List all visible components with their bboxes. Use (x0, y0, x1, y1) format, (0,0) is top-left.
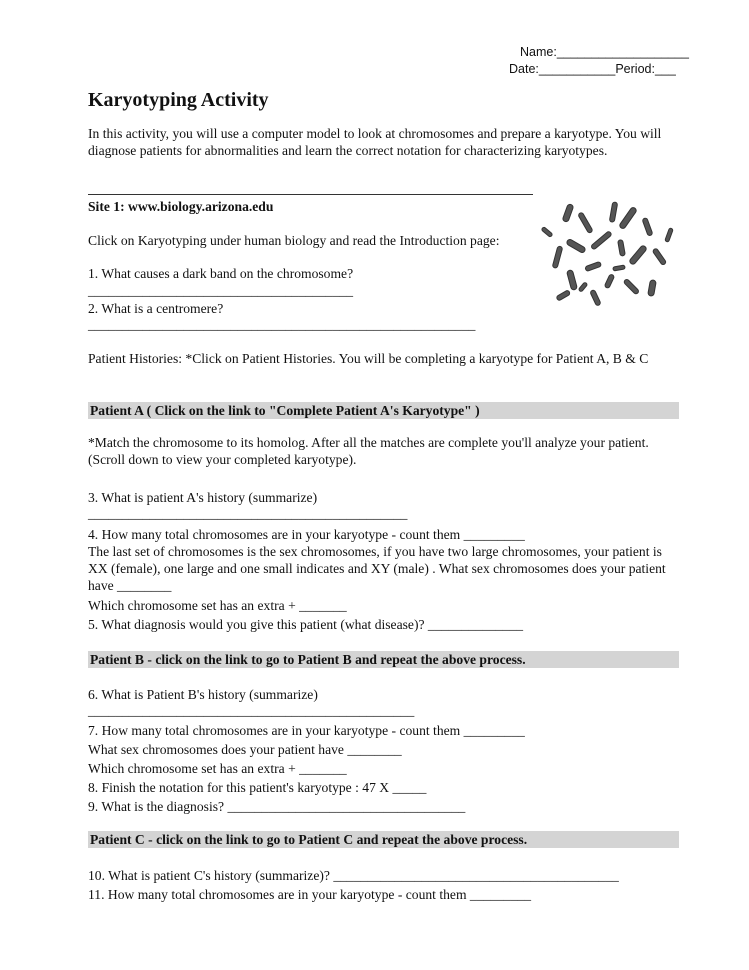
question-9: 9. What is the diagnosis? ___________________________________ (88, 799, 466, 814)
question-11: 11. How many total chromosomes are in your karyotype - count them _________ (88, 887, 532, 902)
question-7: 7. How many total chromosomes are in your karyotype - count them _________ (88, 723, 525, 738)
answer-line-1: _______________________________________ (88, 283, 354, 298)
question-8: 8. Finish the notation for this patient's karyotype : 47 X _____ (88, 780, 427, 795)
page-title: Karyotyping Activity (88, 89, 269, 111)
patient-histories-text: Patient Histories: *Click on Patient Histories. You will be completing a karyotype for Patient A, B & C (88, 351, 649, 366)
question-4: 4. How many total chromosomes are in your karyotype - count them _________ (88, 527, 525, 542)
name-field-label: Name:___________________ (520, 45, 689, 59)
extra-chromosome-question-b: Which chromosome set has an extra + _______ (88, 761, 347, 776)
answer-line-3: _______________________________________________ (88, 506, 408, 521)
site-instruction: Click on Karyotyping under human biology and read the Introduction page: (88, 233, 500, 248)
question-10: 10. What is patient C's history (summarize)? __________________________________________ (88, 868, 619, 883)
sex-chromosome-text: The last set of chromosomes is the sex chromosomes, if you have two large chromosomes, your patient is XX (female), one large and one small indicates and XY (male) . What sex chromosomes does your patient have ________ (88, 544, 666, 593)
answer-line-2: _________________________________________________________ (88, 317, 476, 332)
patient-a-instruction: *Match the chromosome to its homolog. After all the matches are complete you'll analyze your patient. (Scroll down to view your completed karyotype). (88, 435, 649, 467)
question-2: 2. What is a centromere? (88, 301, 224, 316)
question-1: 1. What causes a dark band on the chromosome? (88, 266, 354, 281)
patient-b-heading: Patient B - click on the link to go to Patient B and repeat the above process. (88, 651, 679, 668)
question-3: 3. What is patient A's history (summarize) (88, 490, 318, 505)
sex-chromosome-question-b: What sex chromosomes does your patient have ________ (88, 742, 402, 757)
patient-a-heading: Patient A ( Click on the link to "Complete Patient A's Karyotype" ) (88, 402, 679, 419)
section-divider (88, 194, 533, 195)
answer-line-6: ________________________________________________ (88, 703, 415, 718)
site-heading: Site 1: www.biology.arizona.edu (88, 199, 274, 214)
chromosome-spread-image (533, 198, 681, 310)
extra-chromosome-question-a: Which chromosome set has an extra + _______ (88, 598, 347, 613)
question-6: 6. What is Patient B's history (summarize) (88, 687, 318, 702)
intro-paragraph: In this activity, you will use a computer model to look at chromosomes and prepare a karyotype. You will diagnose patients for abnormalities and learn the correct notation for characterizing karyotypes. (88, 126, 662, 158)
question-5: 5. What diagnosis would you give this patient (what disease)? ______________ (88, 617, 524, 632)
patient-c-heading: Patient C - click on the link to go to Patient C and repeat the above process. (88, 831, 679, 848)
date-period-field-label: Date:___________Period:___ (509, 62, 676, 76)
